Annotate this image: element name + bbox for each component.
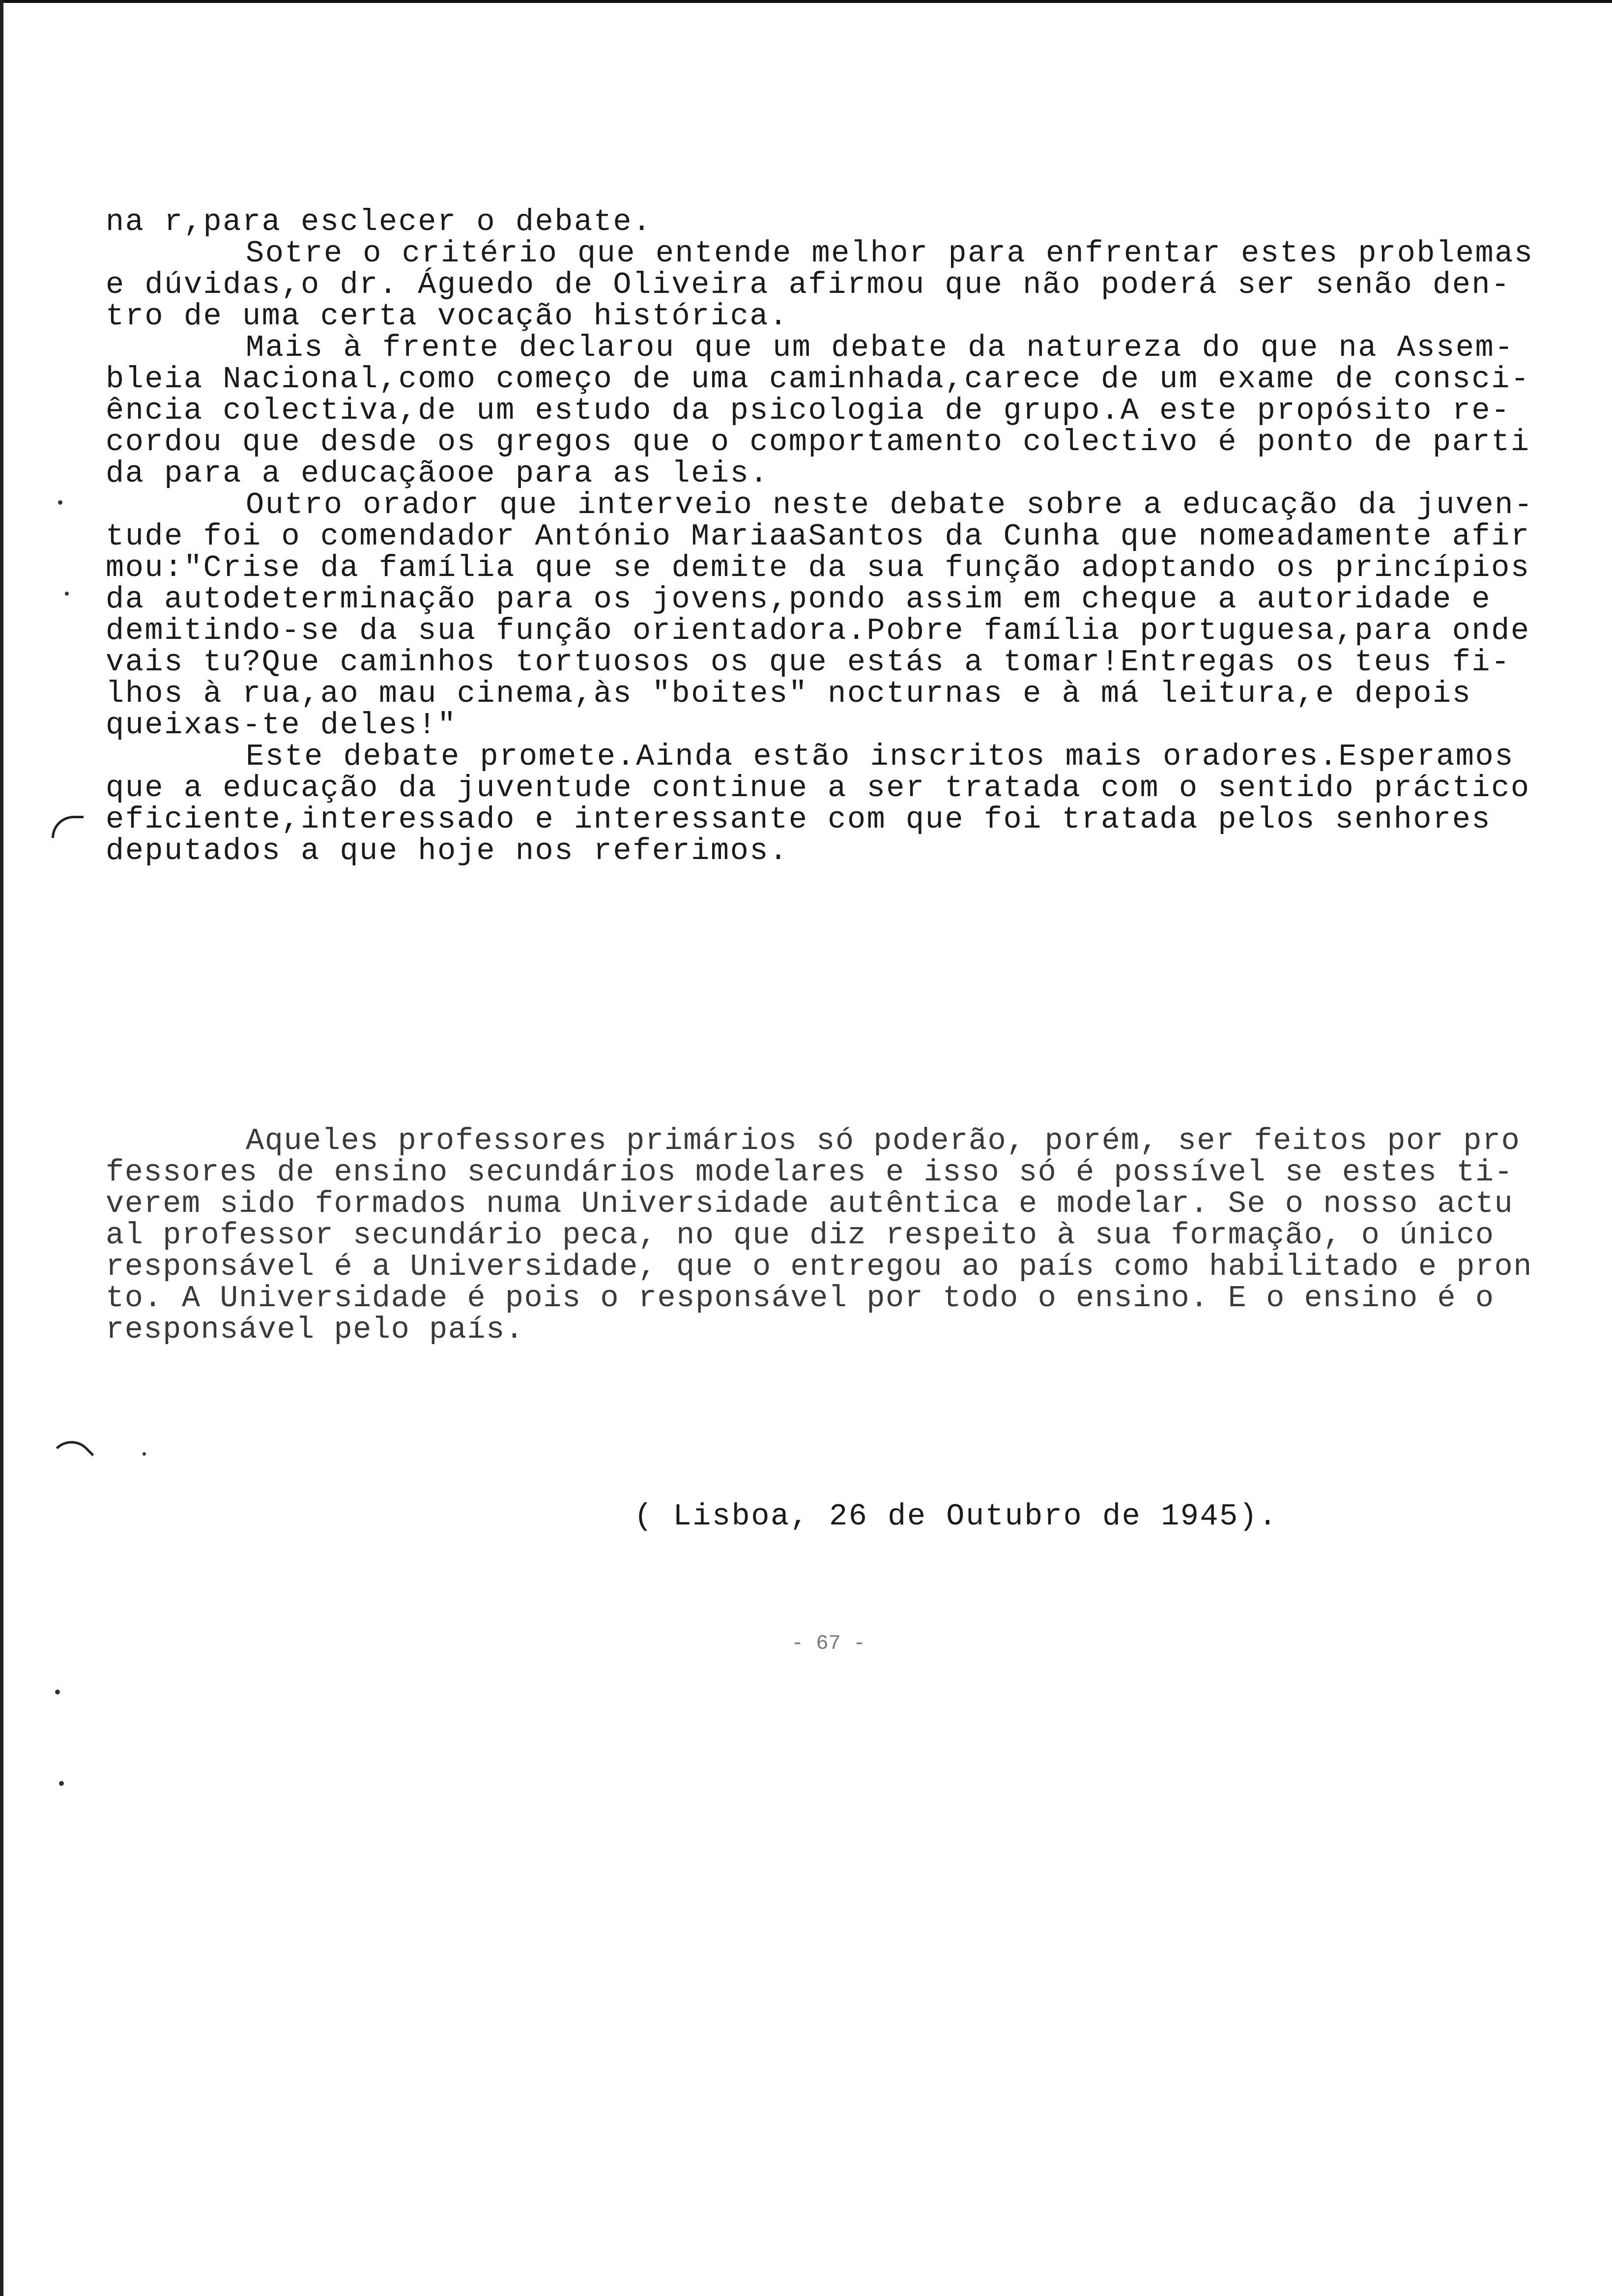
left-border-rule [0, 0, 3, 2296]
text-line: verem sido formados numa Universidade autêntica e modelar. Se o nosso actu [106, 1186, 1514, 1221]
text-line: que a educação da juventude continue a ser tratada com o sentido práctico [106, 771, 1530, 805]
text-line: na r,para esclecer o debate. [106, 204, 652, 239]
text-line: queixas-te deles!" [106, 708, 457, 743]
text-line: deputados a que hoje nos referimos. [106, 833, 789, 868]
text-line: vais tu?Que caminhos tortuosos os que estás a tomar!Entregas os teus fi- [106, 645, 1511, 680]
margin-dot [59, 1781, 64, 1786]
text-line: to. A Universidade é pois o responsável por todo o ensino. E o ensino é o [106, 1281, 1495, 1316]
text-line: al professor secundário peca, no que diz respeito à sua formação, o único [106, 1218, 1495, 1253]
text-line: lhos à rua,ao mau cinema,às "boites" nocturnas e à má leitura,e depois [106, 676, 1472, 711]
quoted-paragraph [106, 1125, 1575, 1346]
text-line: mou:"Crise da família que se demite da sua função adoptando os princípios [106, 550, 1530, 585]
margin-dot [55, 1690, 60, 1694]
text-line: demitindo-se da sua função orientadora.Pobre família portuguesa,para onde [106, 613, 1530, 648]
text-line: eficiente,interessado e interessante com que foi tratada pelos senhores [106, 802, 1492, 837]
text-line: responsável é a Universidade, que o entregou ao país como habilitado e pron [106, 1249, 1532, 1284]
margin-dot [58, 500, 62, 505]
text-line: fessores de ensino secundários modelares e isso só é possível se estes ti- [106, 1155, 1514, 1190]
text-line: tude foi o comendador António MariaaSantos da Cunha que nomeadamente afir [106, 519, 1530, 554]
text-line: Mais à frente declarou que um debate da natureza do que na Assem- [246, 330, 1514, 365]
text-line: cordou que desde os gregos que o comportamento colectivo é ponto de parti [106, 425, 1530, 459]
text-line: Sotre o critério que entende melhor para enfrentar estes problemas [246, 236, 1534, 271]
margin-bracket-mark [52, 816, 84, 838]
text-line: Aqueles professores primários só poderão, porém, ser feitos por pro [246, 1123, 1521, 1158]
margin-bracket-mark [56, 1432, 94, 1470]
text-line: ência colectiva,de um estudo da psicologia de grupo.A este propósito re- [106, 393, 1511, 428]
text-line: Outro orador que interveio neste debate sobre a educação da juven- [246, 488, 1534, 522]
text-line: Este debate promete.Ainda estão inscritos mais oradores.Esperamos [246, 739, 1514, 774]
margin-dot [65, 592, 69, 596]
dateline: ( Lisboa, 26 de Outubro de 1945). [634, 1499, 1278, 1534]
text-line: da para a educaçãooe para as leis. [106, 456, 770, 491]
article-text [106, 206, 1575, 867]
text-line: bleia Nacional,como começo de uma caminhada,carece de um exame de consci- [106, 362, 1530, 397]
margin-dot [143, 1452, 146, 1456]
text-line: tro de uma certa vocação histórica. [106, 299, 789, 334]
top-border-rule [0, 0, 1612, 3]
page-number: - 67 - [791, 1632, 866, 1655]
text-line: da autodeterminação para os jovens,pondo assim em cheque a autoridade e [106, 582, 1492, 617]
text-line: e dúvidas,o dr. Águedo de Oliveira afirmou que não poderá ser senão den- [106, 267, 1511, 302]
text-line: responsável pelo país. [106, 1312, 524, 1347]
